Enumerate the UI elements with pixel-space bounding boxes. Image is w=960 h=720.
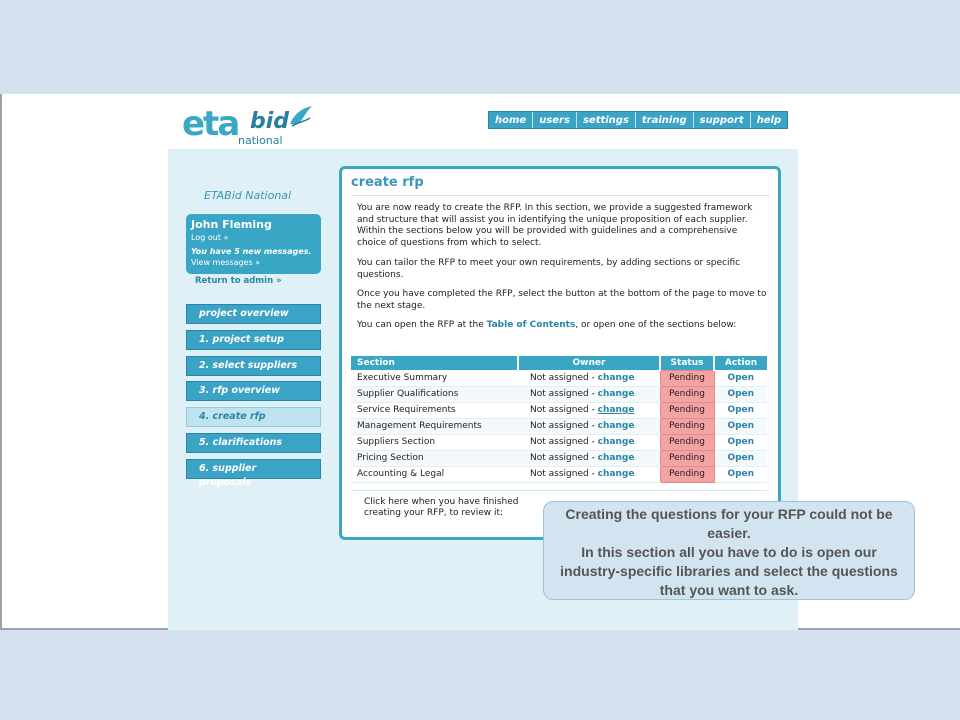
status-badge: Pending <box>660 386 714 402</box>
change-owner-link[interactable]: change <box>597 469 635 479</box>
nav-settings[interactable]: settings <box>577 112 636 128</box>
owner-text: Not assigned - <box>530 421 598 431</box>
etabid-logo[interactable] <box>182 102 322 148</box>
table-row <box>351 450 767 466</box>
owner-cell <box>518 450 660 466</box>
table-row <box>351 370 767 386</box>
messages-notice: You have 5 new messages. <box>191 247 312 256</box>
nav-help[interactable]: help <box>756 115 782 126</box>
user-panel <box>186 214 321 274</box>
top-navigation <box>488 111 788 129</box>
open-section-link[interactable]: Open <box>714 434 767 450</box>
section-name: Supplier Qualifications <box>351 386 518 402</box>
change-owner-link[interactable]: change <box>597 372 635 383</box>
section-name: Executive Summary <box>351 370 518 386</box>
open-section-link[interactable]: Open <box>714 450 767 466</box>
status-badge: Pending <box>660 370 714 386</box>
open-rfp-text-before: You can open the RFP at the <box>357 320 487 330</box>
sidebar-title: ETABid National <box>204 189 292 202</box>
open-section-link[interactable]: Open <box>714 386 767 402</box>
open-rfp-text-after: , or open one of the sections below: <box>575 320 737 330</box>
table-row <box>351 418 767 434</box>
callout-line-1: Creating the questions for your RFP could not be easier. <box>565 506 893 541</box>
sidebar-item-clarifications[interactable]: 5. clarifications <box>186 433 321 453</box>
owner-cell <box>518 418 660 434</box>
sidebar-item-select-suppliers[interactable]: 2. select suppliers <box>186 356 321 376</box>
sidebar-item-create-rfp[interactable]: 4. create rfp <box>186 407 321 427</box>
status-badge: Pending <box>660 418 714 434</box>
open-section-link[interactable]: Open <box>714 466 767 482</box>
tooltip-callout <box>543 501 915 600</box>
status-badge: Pending <box>660 402 714 418</box>
section-name: Pricing Section <box>351 450 518 466</box>
nav-home[interactable]: home <box>489 112 533 128</box>
logout-link[interactable]: Log out » <box>191 233 229 242</box>
create-rfp-panel <box>339 166 781 540</box>
change-owner-link[interactable]: change <box>597 437 635 447</box>
owner-text: Not assigned - <box>530 405 598 415</box>
header-action: Action <box>714 356 767 370</box>
status-badge: Pending <box>660 434 714 450</box>
sidebar-item-project-overview[interactable]: project overview <box>186 304 321 324</box>
owner-cell <box>518 386 660 402</box>
owner-text: Not assigned - <box>530 469 598 479</box>
logo-national-text: national <box>238 134 283 147</box>
logo-eta-text: eta <box>182 104 239 144</box>
rfp-sections-table <box>351 356 767 483</box>
page-title: create rfp <box>351 175 424 190</box>
owner-text: Not assigned - <box>530 389 598 399</box>
header-status: Status <box>660 356 714 370</box>
callout-line-2: In this section all you have to do is open our industry-specific libraries and select the questions that you want to ask. <box>560 544 898 598</box>
table-header-row <box>351 356 767 370</box>
nav-users[interactable]: users <box>533 112 577 128</box>
title-divider <box>351 195 770 196</box>
sidebar-item-rfp-overview[interactable]: 3. rfp overview <box>186 381 321 401</box>
change-owner-link[interactable]: change <box>597 421 635 431</box>
nav-training[interactable]: training <box>636 112 694 128</box>
table-row <box>351 386 767 402</box>
owner-text: Not assigned - <box>530 437 598 447</box>
section-name: Management Requirements <box>351 418 518 434</box>
bird-logo-icon <box>286 104 314 130</box>
change-owner-link[interactable]: change <box>597 453 635 463</box>
section-name: Suppliers Section <box>351 434 518 450</box>
table-bottom-divider <box>351 490 767 491</box>
owner-cell <box>518 466 660 482</box>
table-row <box>351 402 767 418</box>
open-section-link[interactable]: Open <box>714 370 767 386</box>
return-to-admin-link[interactable]: Return to admin » <box>195 276 282 286</box>
open-section-link[interactable]: Open <box>714 418 767 434</box>
header-section: Section <box>351 356 518 370</box>
change-owner-link[interactable]: change <box>597 389 635 399</box>
header-owner: Owner <box>518 356 660 370</box>
nav-support[interactable]: support <box>694 112 751 128</box>
table-row <box>351 434 767 450</box>
owner-text: Not assigned - <box>530 372 598 383</box>
status-badge: Pending <box>660 466 714 482</box>
owner-cell <box>518 402 660 418</box>
open-section-link[interactable]: Open <box>714 402 767 418</box>
complete-paragraph: Once you have completed the RFP, select the button at the bottom of the page to move to the next stage. <box>357 289 767 311</box>
change-owner-link[interactable]: change <box>597 405 635 415</box>
owner-cell <box>518 434 660 450</box>
section-name: Service Requirements <box>351 402 518 418</box>
status-badge: Pending <box>660 450 714 466</box>
open-rfp-paragraph <box>357 320 769 332</box>
table-of-contents-link[interactable]: Table of Contents <box>486 320 576 330</box>
logo-bid-text: bid <box>250 109 290 134</box>
tailor-paragraph: You can tailor the RFP to meet your own requirements, by adding sections or specific questions. <box>357 258 741 280</box>
sidebar-item-project-setup[interactable]: 1. project setup <box>186 330 321 350</box>
review-instructions: Click here when you have finished creating your RFP, to review it: <box>364 497 519 518</box>
intro-paragraph: You are now ready to create the RFP. In this section, we provide a suggested framework and structure that will assist you in identifying the unique proposition of each supplier. Within the sections below you will be provided with guidelines and a comprehensive choice of questions from which to select. <box>357 203 753 248</box>
user-name: John Fleming <box>191 218 272 231</box>
sidebar-item-supplier-proposals[interactable]: 6. supplier proposals <box>186 459 321 479</box>
section-name: Accounting & Legal <box>351 466 518 482</box>
owner-text: Not assigned - <box>530 453 598 463</box>
owner-cell <box>518 370 660 386</box>
table-row <box>351 466 767 482</box>
view-messages-link[interactable]: View messages » <box>191 258 261 267</box>
